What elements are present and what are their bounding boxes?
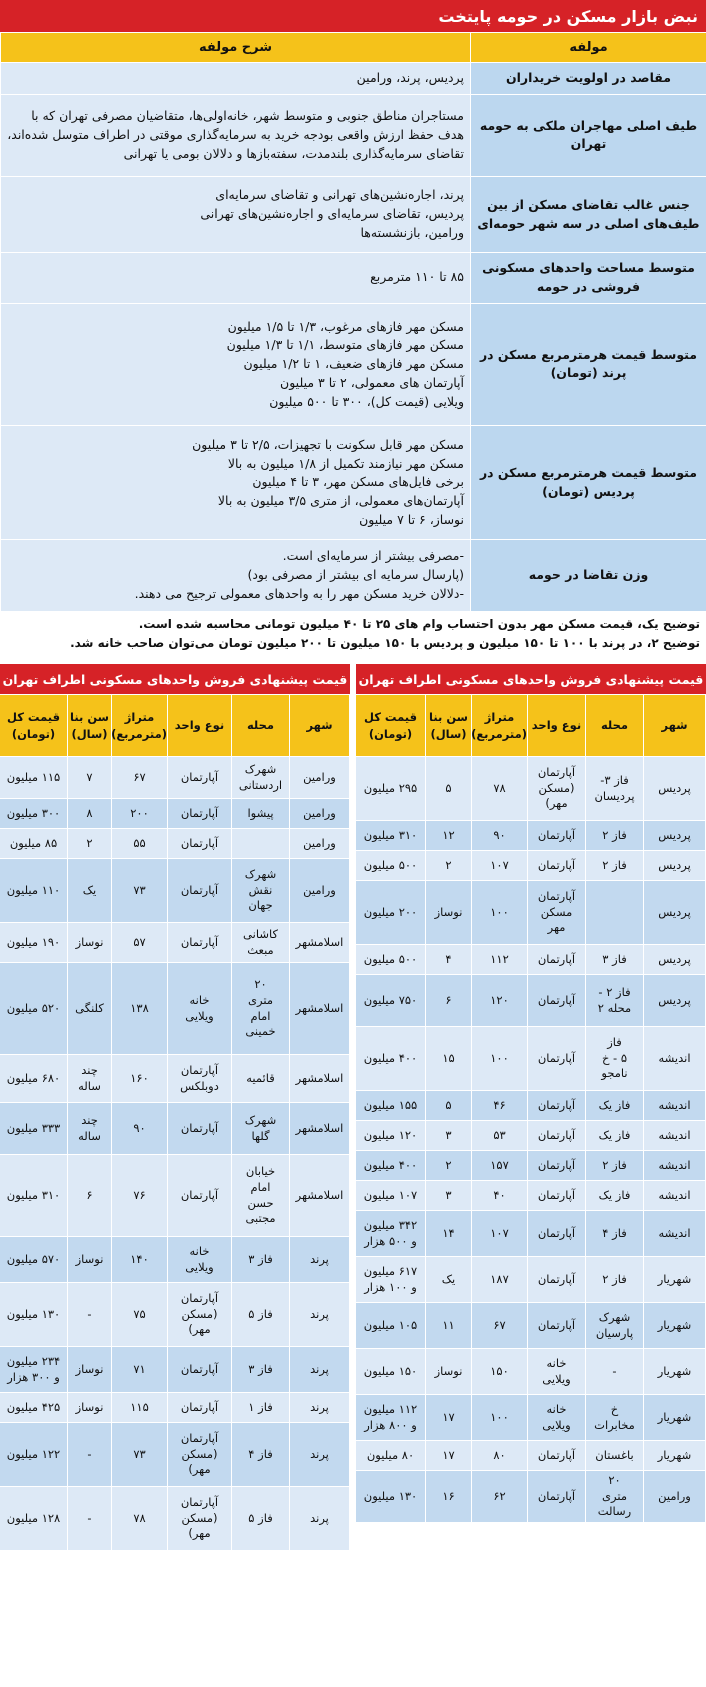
listings-left-table <box>0 694 350 1551</box>
cell-city: اسلامشهر <box>290 923 350 963</box>
cell-area: ۹۰ <box>472 821 528 851</box>
cell-neighborhood: باغستان <box>586 1441 644 1471</box>
listings-right-header-area: متراژ (مترمربع) <box>472 695 528 757</box>
cell-city: پرند <box>290 1283 350 1347</box>
summary-header-row <box>1 33 706 63</box>
cell-price: ۱۲۲ میلیون <box>0 1423 68 1487</box>
cell-price: ۸۵ میلیون <box>0 829 68 859</box>
cell-city: پردیس <box>644 757 706 821</box>
cell-age: یک <box>426 1257 472 1303</box>
cell-price: ۳۰۰ میلیون <box>0 799 68 829</box>
cell-area: ۱۲۰ <box>472 975 528 1027</box>
cell-neighborhood: شهرک اردستانی <box>232 757 290 799</box>
cell-unit-type: آپارتمان <box>528 1121 586 1151</box>
cell-area: ۱۰۷ <box>472 851 528 881</box>
summary-row <box>1 177 706 253</box>
cell-price: ۵۰۰ میلیون <box>356 851 426 881</box>
listings-left-header-neighborhood: محله <box>232 695 290 757</box>
cell-neighborhood: فاز ۲ <box>586 1151 644 1181</box>
cell-price: ۸۰ میلیون <box>356 1441 426 1471</box>
table-row <box>356 1303 706 1349</box>
notes <box>0 612 706 658</box>
table-row <box>356 1257 706 1303</box>
cell-area: ۴۶ <box>472 1091 528 1121</box>
cell-city: پردیس <box>644 821 706 851</box>
listings-left-header-price: قیمت کل (تومان) <box>0 695 68 757</box>
cell-area: ۷۸ <box>112 1487 168 1551</box>
table-row <box>356 1121 706 1151</box>
cell-neighborhood: فاز ۵ <box>232 1487 290 1551</box>
cell-price: ۲۰۰ میلیون <box>356 881 426 945</box>
summary-row-label: مقاصد در اولویت خریداران <box>471 63 706 95</box>
cell-neighborhood: فاز ۲ - محله ۲ <box>586 975 644 1027</box>
cell-neighborhood: فاز ۳- پردیسان <box>586 757 644 821</box>
page-title: نبض بازار مسکن در حومه پایتخت <box>0 0 706 32</box>
cell-city: اندیشه <box>644 1211 706 1257</box>
cell-city: اسلامشهر <box>290 1055 350 1103</box>
cell-area: ۱۱۲ <box>472 945 528 975</box>
cell-price: ۲۹۵ میلیون <box>356 757 426 821</box>
table-row <box>356 975 706 1027</box>
cell-area: ۲۰۰ <box>112 799 168 829</box>
table-row <box>0 1103 350 1155</box>
listings-right-header-age: سن بنا (سال) <box>426 695 472 757</box>
table-row <box>356 1395 706 1441</box>
summary-row <box>1 303 706 425</box>
cell-unit-type: آپارتمان <box>528 1471 586 1523</box>
cell-age: نوساز <box>68 1393 112 1423</box>
cell-area: ۱۳۸ <box>112 963 168 1055</box>
cell-neighborhood: ۲۰ متری رسالت <box>586 1471 644 1523</box>
cell-age: ۳ <box>426 1121 472 1151</box>
cell-neighborhood: فاز یک <box>586 1181 644 1211</box>
listings-left-title: قیمت پیشنهادی فروش واحدهای مسکونی اطراف تهران <box>0 664 350 694</box>
cell-city: پرند <box>290 1347 350 1393</box>
cell-unit-type: آپارتمان <box>528 1211 586 1257</box>
cell-city: ورامین <box>644 1471 706 1523</box>
listings-right-header-city: شهر <box>644 695 706 757</box>
cell-age: چند ساله <box>68 1055 112 1103</box>
listings-right-panel <box>356 664 706 1687</box>
table-row <box>356 1091 706 1121</box>
cell-unit-type: آپارتمان <box>168 1393 232 1423</box>
table-row <box>0 1393 350 1423</box>
table-row <box>0 1237 350 1283</box>
listings-right-title: قیمت پیشنهادی فروش واحدهای مسکونی اطراف تهران <box>356 664 706 694</box>
cell-age: - <box>68 1423 112 1487</box>
table-row <box>0 829 350 859</box>
cell-area: ۵۵ <box>112 829 168 859</box>
cell-city: اسلامشهر <box>290 1155 350 1237</box>
cell-area: ۱۵۷ <box>472 1151 528 1181</box>
cell-area: ۱۰۰ <box>472 881 528 945</box>
listings-right-header-neighborhood: محله <box>586 695 644 757</box>
table-row <box>356 881 706 945</box>
listings-right-header-unit-type: نوع واحد <box>528 695 586 757</box>
cell-price: ۱۲۸ میلیون <box>0 1487 68 1551</box>
table-row <box>356 1181 706 1211</box>
cell-unit-type: آپارتمان <box>168 1103 232 1155</box>
summary-table <box>0 32 706 612</box>
cell-area: ۶۲ <box>472 1471 528 1523</box>
summary-row <box>1 94 706 176</box>
cell-price: ۴۰۰ میلیون <box>356 1027 426 1091</box>
cell-city: ورامین <box>290 757 350 799</box>
listings-left-header-age: سن بنا (سال) <box>68 695 112 757</box>
cell-neighborhood: خیابان امام حسن مجتبی <box>232 1155 290 1237</box>
cell-age: ۳ <box>426 1181 472 1211</box>
cell-price: ۵۷۰ میلیون <box>0 1237 68 1283</box>
cell-unit-type: آپارتمان <box>168 923 232 963</box>
cell-neighborhood: فاز ۴ <box>232 1423 290 1487</box>
cell-price: ۷۵۰ میلیون <box>356 975 426 1027</box>
cell-neighborhood: فاز یک <box>586 1091 644 1121</box>
cell-neighborhood: فاز ۲ <box>586 851 644 881</box>
cell-unit-type: آپارتمان <box>168 757 232 799</box>
cell-price: ۶۱۷ میلیون و ۱۰۰ هزار <box>356 1257 426 1303</box>
cell-city: ورامین <box>290 859 350 923</box>
cell-unit-type: آپارتمان <box>168 859 232 923</box>
cell-age: ۱۱ <box>426 1303 472 1349</box>
cell-neighborhood: فاز ۲ <box>586 821 644 851</box>
cell-city: پردیس <box>644 881 706 945</box>
cell-age: - <box>68 1487 112 1551</box>
cell-area: ۱۵۰ <box>472 1349 528 1395</box>
table-row <box>356 851 706 881</box>
cell-city: اندیشه <box>644 1091 706 1121</box>
cell-age: ۷ <box>68 757 112 799</box>
cell-unit-type: آپارتمان <box>168 799 232 829</box>
cell-unit-type: آپارتمان (مسکن مهر) <box>528 757 586 821</box>
cell-area: ۶۷ <box>472 1303 528 1349</box>
cell-city: شهریار <box>644 1257 706 1303</box>
table-row <box>0 1055 350 1103</box>
cell-city: پردیس <box>644 945 706 975</box>
summary-row-desc: مستاجران مناطق جنوبی و متوسط شهر، خانه‌اولی‌ها، متقاضیان مصرفی تهران که با هدف حفظ ارزش واقعی بودجه خرید به سرمایه‌گذاری موقتی در اطراف متوسل شده‌اند، تقاضای سرمایه‌گذاری بلندمدت، سفته‌بازها و دلالان بومی یا تهرانی <box>1 94 471 176</box>
cell-city: ورامین <box>290 799 350 829</box>
summary-row <box>1 426 706 540</box>
cell-age: ۲ <box>68 829 112 859</box>
cell-city: شهریار <box>644 1349 706 1395</box>
cell-area: ۷۸ <box>472 757 528 821</box>
cell-unit-type: آپارتمان <box>168 1347 232 1393</box>
table-row <box>0 1423 350 1487</box>
cell-unit-type: آپارتمان <box>528 851 586 881</box>
summary-row <box>1 540 706 612</box>
cell-city: پرند <box>290 1423 350 1487</box>
cell-price: ۳۳۳ میلیون <box>0 1103 68 1155</box>
table-row <box>356 1151 706 1181</box>
cell-price: ۱۱۵ میلیون <box>0 757 68 799</box>
table-row <box>0 799 350 829</box>
cell-unit-type: آپارتمان <box>168 1155 232 1237</box>
cell-age: ۴ <box>426 945 472 975</box>
table-row <box>0 1283 350 1347</box>
summary-row-desc: ۸۵ تا ۱۱۰ مترمربع <box>1 253 471 304</box>
cell-price: ۱۳۰ میلیون <box>356 1471 426 1523</box>
summary-row-label: متوسط قیمت هرمترمربع مسکن در پردیس (تومان) <box>471 426 706 540</box>
cell-area: ۱۸۷ <box>472 1257 528 1303</box>
cell-area: ۱۰۷ <box>472 1211 528 1257</box>
cell-unit-type: آپارتمان (مسکن مهر) <box>168 1283 232 1347</box>
cell-price: ۲۳۴ میلیون و ۳۰۰ هزار <box>0 1347 68 1393</box>
cell-city: پرند <box>290 1393 350 1423</box>
cell-age: کلنگی <box>68 963 112 1055</box>
cell-age: ۱۴ <box>426 1211 472 1257</box>
cell-area: ۷۳ <box>112 1423 168 1487</box>
cell-unit-type: آپارتمان دوبلکس <box>168 1055 232 1103</box>
cell-price: ۱۹۰ میلیون <box>0 923 68 963</box>
cell-age: - <box>68 1283 112 1347</box>
cell-city: پردیس <box>644 975 706 1027</box>
cell-price: ۱۳۰ میلیون <box>0 1283 68 1347</box>
cell-price: ۱۱۰ میلیون <box>0 859 68 923</box>
cell-city: ورامین <box>290 829 350 859</box>
cell-age: نوساز <box>68 1347 112 1393</box>
cell-age: ۶ <box>68 1155 112 1237</box>
table-row <box>356 821 706 851</box>
summary-row-label: طیف اصلی مهاجران ملکی به حومه تهران <box>471 94 706 176</box>
cell-city: اسلامشهر <box>290 1103 350 1155</box>
summary-row-desc: -مصرفی بیشتر از سرمایه‌ای است. (پارسال سرمایه ای بیشتر از مصرفی بود) -دلالان خرید مسکن مهر را به واحدهای معمولی ترجیح می دهند. <box>1 540 471 612</box>
cell-unit-type: آپارتمان <box>168 829 232 859</box>
summary-row-label: متوسط مساحت واحدهای مسکونی فروشی در حومه <box>471 253 706 304</box>
note-2: توضیح ۲، در پرند با ۱۰۰ تا ۱۵۰ میلیون و پردیس با ۱۵۰ میلیون تا ۲۰۰ میلیون تومان می‌توان صاحب خانه شد. <box>70 636 700 651</box>
cell-area: ۱۶۰ <box>112 1055 168 1103</box>
cell-unit-type: خانه ویلایی <box>168 1237 232 1283</box>
cell-area: ۱۱۵ <box>112 1393 168 1423</box>
cell-neighborhood: فاز ۵ <box>232 1283 290 1347</box>
cell-age: یک <box>68 859 112 923</box>
table-row <box>356 1349 706 1395</box>
cell-age: نوساز <box>426 1349 472 1395</box>
table-row <box>0 1155 350 1237</box>
cell-age: ۲ <box>426 1151 472 1181</box>
cell-unit-type: آپارتمان <box>528 945 586 975</box>
summary-row-label: متوسط قیمت هرمترمربع مسکن در پرند (تومان) <box>471 303 706 425</box>
cell-neighborhood: پیشوا <box>232 799 290 829</box>
cell-age: ۲ <box>426 851 472 881</box>
cell-city: شهریار <box>644 1395 706 1441</box>
listings-left-header-unit-type: نوع واحد <box>168 695 232 757</box>
summary-desc-header: شرح مولفه <box>1 33 471 63</box>
cell-price: ۱۰۵ میلیون <box>356 1303 426 1349</box>
cell-unit-type: آپارتمان <box>528 1303 586 1349</box>
cell-neighborhood: کاشانی مبعث <box>232 923 290 963</box>
cell-neighborhood <box>232 829 290 859</box>
cell-area: ۷۱ <box>112 1347 168 1393</box>
cell-neighborhood: شهرک نقش جهان <box>232 859 290 923</box>
cell-price: ۳۴۲ میلیون و ۵۰۰ هزار <box>356 1211 426 1257</box>
cell-neighborhood <box>586 881 644 945</box>
cell-neighborhood: - <box>586 1349 644 1395</box>
listings-left-header-city: شهر <box>290 695 350 757</box>
summary-row <box>1 253 706 304</box>
cell-city: پردیس <box>644 851 706 881</box>
cell-area: ۱۰۰ <box>472 1395 528 1441</box>
cell-price: ۵۲۰ میلیون <box>0 963 68 1055</box>
cell-unit-type: آپارتمان <box>528 1091 586 1121</box>
cell-area: ۷۶ <box>112 1155 168 1237</box>
listings-right-header-row <box>356 695 706 757</box>
cell-neighborhood: فاز ۳ <box>232 1347 290 1393</box>
cell-unit-type: آپارتمان <box>528 1181 586 1211</box>
cell-price: ۱۰۷ میلیون <box>356 1181 426 1211</box>
table-row <box>0 1347 350 1393</box>
table-row <box>356 757 706 821</box>
summary-row-label: جنس غالب تقاضای مسکن از بین طیف‌های اصلی در سه شهر حومه‌ای <box>471 177 706 253</box>
cell-unit-type: آپارتمان <box>528 1257 586 1303</box>
cell-unit-type: آپارتمان <box>528 1151 586 1181</box>
summary-row-desc: مسکن مهر فازهای مرغوب، ۱/۳ تا ۱/۵ میلیون مسکن مهر فازهای متوسط، ۱/۱ تا ۱/۳ میلیون مسکن مهر فازهای ضعیف، ۱ تا ۱/۲ میلیون آپارتمان های معمولی، ۲ تا ۳ میلیون ویلایی (قیمت کل)، ۳۰۰ تا ۵۰۰ میلیون <box>1 303 471 425</box>
cell-age: ۱۷ <box>426 1441 472 1471</box>
cell-age: نوساز <box>68 923 112 963</box>
cell-age: ۸ <box>68 799 112 829</box>
cell-unit-type: آپارتمان مسکن مهر <box>528 881 586 945</box>
listings-right-table <box>355 694 706 1523</box>
cell-price: ۵۰۰ میلیون <box>356 945 426 975</box>
listings-right-header-price: قیمت کل (تومان) <box>356 695 426 757</box>
cell-neighborhood: فاز ۳ <box>586 945 644 975</box>
cell-price: ۶۸۰ میلیون <box>0 1055 68 1103</box>
cell-area: ۷۳ <box>112 859 168 923</box>
cell-city: اندیشه <box>644 1181 706 1211</box>
cell-unit-type: آپارتمان <box>528 821 586 851</box>
listings-left-header-row <box>0 695 350 757</box>
cell-neighborhood: فاز ۵ - خ نامجو <box>586 1027 644 1091</box>
cell-area: ۸۰ <box>472 1441 528 1471</box>
cell-age: ۶ <box>426 975 472 1027</box>
table-row <box>0 859 350 923</box>
cell-area: ۵۳ <box>472 1121 528 1151</box>
table-row <box>0 757 350 799</box>
cell-area: ۷۵ <box>112 1283 168 1347</box>
summary-row <box>1 63 706 95</box>
listings-left-header-area: متراژ (مترمربع) <box>112 695 168 757</box>
cell-age: ۱۲ <box>426 821 472 851</box>
cell-neighborhood: فاز یک <box>586 1121 644 1151</box>
cell-city: اندیشه <box>644 1121 706 1151</box>
cell-age: نوساز <box>68 1237 112 1283</box>
cell-age: ۱۶ <box>426 1471 472 1523</box>
cell-price: ۴۰۰ میلیون <box>356 1151 426 1181</box>
table-row <box>356 945 706 975</box>
cell-unit-type: آپارتمان <box>528 1027 586 1091</box>
cell-price: ۳۱۰ میلیون <box>356 821 426 851</box>
cell-age: ۵ <box>426 757 472 821</box>
cell-area: ۱۴۰ <box>112 1237 168 1283</box>
cell-price: ۳۱۰ میلیون <box>0 1155 68 1237</box>
table-row <box>356 1211 706 1257</box>
cell-unit-type: خانه ویلایی <box>168 963 232 1055</box>
cell-unit-type: خانه ویلایی <box>528 1395 586 1441</box>
cell-price: ۱۵۰ میلیون <box>356 1349 426 1395</box>
cell-age: ۱۷ <box>426 1395 472 1441</box>
table-row <box>356 1441 706 1471</box>
cell-neighborhood: ۲۰ متری امام خمینی <box>232 963 290 1055</box>
listings-left-panel <box>0 664 350 1687</box>
cell-city: شهریار <box>644 1303 706 1349</box>
table-row <box>0 963 350 1055</box>
summary-row-desc: پرند، اجاره‌نشین‌های تهرانی و تقاضای سرمایه‌ای پردیس، تقاضای سرمایه‌ای و اجاره‌نشین‌های تهرانی ورامین، بازنشسته‌ها <box>1 177 471 253</box>
cell-age: نوساز <box>426 881 472 945</box>
cell-neighborhood: شهرک گلها <box>232 1103 290 1155</box>
cell-neighborhood: فاز ۴ <box>586 1211 644 1257</box>
cell-city: پرند <box>290 1237 350 1283</box>
cell-age: ۱۵ <box>426 1027 472 1091</box>
summary-label-header: مولفه <box>471 33 706 63</box>
table-row <box>356 1471 706 1523</box>
summary-row-desc: مسکن مهر قابل سکونت با تجهیزات، ۲/۵ تا ۳ میلیون مسکن مهر نیازمند تکمیل از ۱/۸ میلیون به بالا برخی فایل‌های مسکن مهر، ۳ تا ۴ میلیون آپارتمان‌های معمولی، از متری ۳/۵ میلیون به بالا نوساز، ۶ تا ۷ میلیون <box>1 426 471 540</box>
cell-city: پرند <box>290 1487 350 1551</box>
summary-row-desc: پردیس، پرند، ورامین <box>1 63 471 95</box>
table-row <box>0 923 350 963</box>
cell-city: اسلامشهر <box>290 963 350 1055</box>
cell-area: ۵۷ <box>112 923 168 963</box>
cell-area: ۶۷ <box>112 757 168 799</box>
cell-neighborhood: فاز ۱ <box>232 1393 290 1423</box>
note-1: توضیح یک، قیمت مسکن مهر بدون احتساب وام های ۲۵ تا ۴۰ میلیون تومانی محاسبه شده است. <box>138 617 700 631</box>
cell-area: ۱۰۰ <box>472 1027 528 1091</box>
table-row <box>0 1487 350 1551</box>
cell-neighborhood: فاز ۳ <box>232 1237 290 1283</box>
cell-neighborhood: قائمیه <box>232 1055 290 1103</box>
cell-price: ۴۲۵ میلیون <box>0 1393 68 1423</box>
cell-unit-type: آپارتمان <box>528 975 586 1027</box>
cell-city: شهریار <box>644 1441 706 1471</box>
cell-city: اندیشه <box>644 1151 706 1181</box>
cell-unit-type: خانه ویلایی <box>528 1349 586 1395</box>
cell-area: ۴۰ <box>472 1181 528 1211</box>
cell-age: ۵ <box>426 1091 472 1121</box>
cell-price: ۱۱۲ میلیون و ۸۰۰ هزار <box>356 1395 426 1441</box>
cell-price: ۱۲۰ میلیون <box>356 1121 426 1151</box>
cell-neighborhood: خ مخابرات <box>586 1395 644 1441</box>
cell-neighborhood: فاز ۲ <box>586 1257 644 1303</box>
cell-neighborhood: شهرک پارسیان <box>586 1303 644 1349</box>
cell-unit-type: آپارتمان <box>528 1441 586 1471</box>
cell-age: چند ساله <box>68 1103 112 1155</box>
cell-area: ۹۰ <box>112 1103 168 1155</box>
cell-unit-type: آپارتمان (مسکن مهر) <box>168 1423 232 1487</box>
summary-row-label: وزن تقاضا در حومه <box>471 540 706 612</box>
cell-unit-type: آپارتمان (مسکن مهر) <box>168 1487 232 1551</box>
table-row <box>356 1027 706 1091</box>
cell-price: ۱۵۵ میلیون <box>356 1091 426 1121</box>
cell-city: اندیشه <box>644 1027 706 1091</box>
